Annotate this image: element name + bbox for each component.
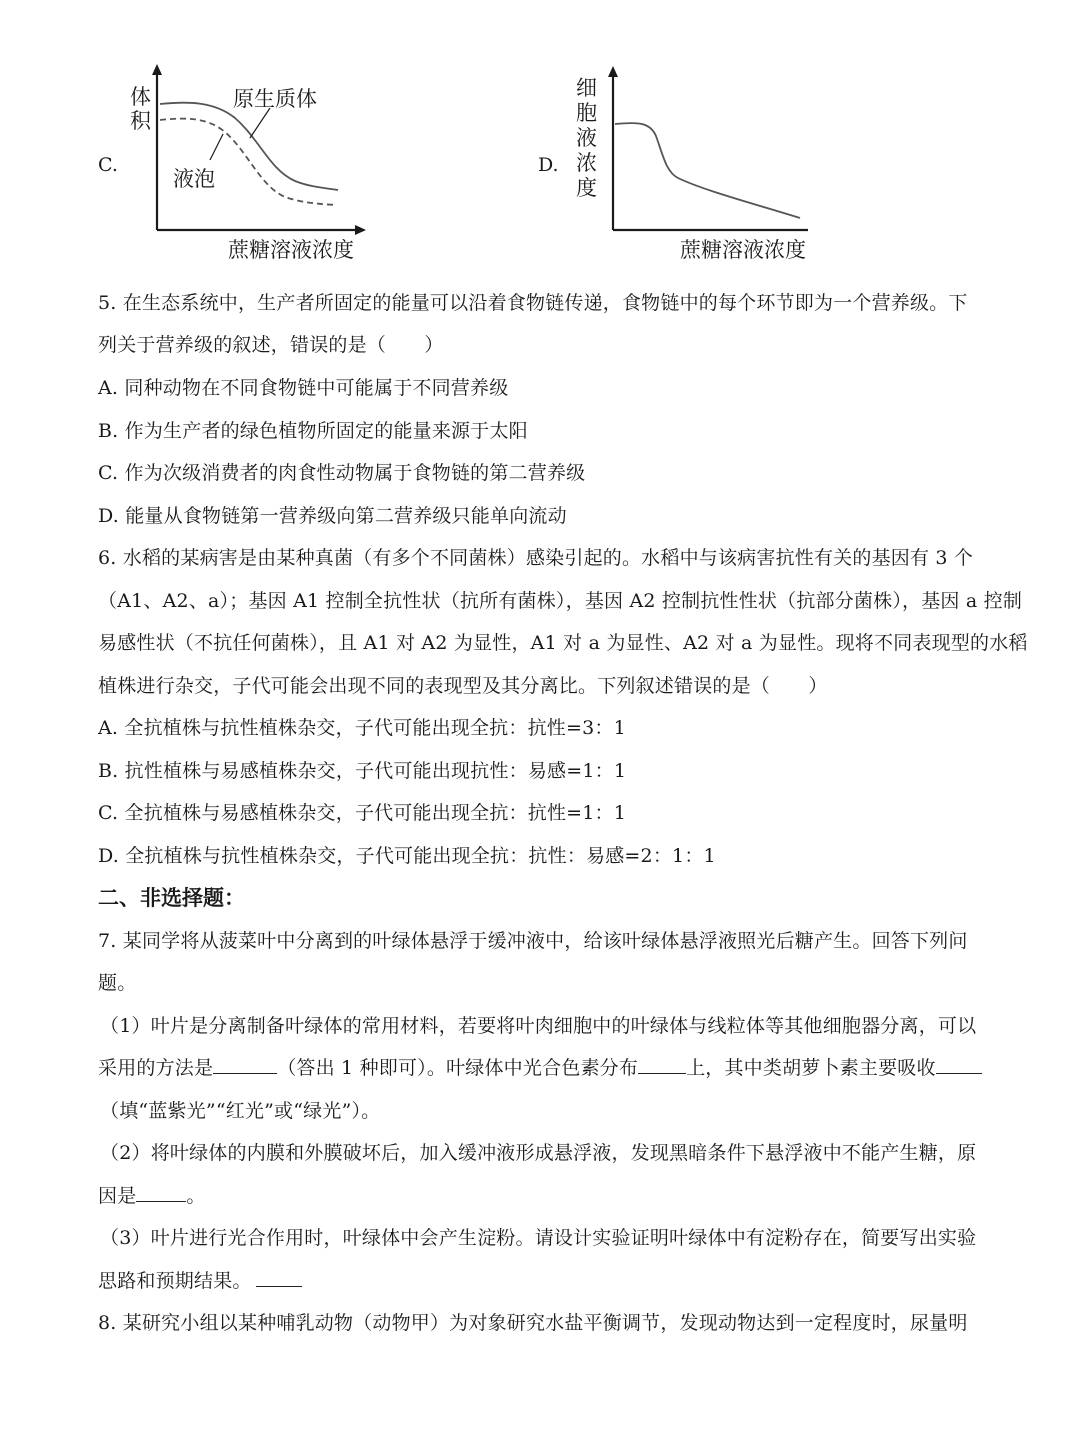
q7-stem-line: 7. 某同学将从菠菜叶中分离到的叶绿体悬浮于缓冲液中，给该叶绿体悬浮液照光后糖产生。回答下列问 [98,930,968,952]
figure-c-y-axis [152,64,162,230]
q7-part2-text: 因是 [98,1185,137,1207]
q7-part3-text: 思路和预期结果。 [98,1270,252,1292]
answer-blank[interactable] [213,1072,277,1074]
q6-stem-line: （A1、A2、a）；基因 A1 控制全抗性状（抗所有菌株），基因 A2 控制抗性性状（抗部分菌株），基因 a 控制 [98,590,1023,612]
figure-d-x-label: 蔗糖溶液浓度 [680,238,806,262]
q7-part1-line [98,1053,982,1080]
figure-c-option-label: C. [98,154,118,176]
vacuole-label: 液泡 [173,167,215,191]
q6-option-c: C. 全抗植株与易感植株杂交，子代可能出现全抗：抗性=1：1 [98,802,627,824]
q6-stem-line: 易感性状（不抗任何菌株），且 A1 对 A2 为显性，A1 对 a 为显性、A2 对 a 为显性。现将不同表现型的水稻 [98,632,1028,654]
answer-blank[interactable] [638,1072,686,1074]
q7-part2-line: （2）将叶绿体的内膜和外膜破坏后，加入缓冲液形成悬浮液，发现黑暗条件下悬浮液中不能产生糖，原 [100,1142,977,1164]
answer-blank[interactable] [936,1072,982,1074]
q7-part1-line: （1）叶片是分离制备叶绿体的常用材料，若要将叶肉细胞中的叶绿体与线粒体等其他细胞器分离，可以 [100,1015,977,1037]
figure-d-y-label-char: 度 [576,176,597,200]
q5-option-b: B. 作为生产者的绿色植物所固定的能量来源于太阳 [98,420,528,442]
q7-stem-line: 题。 [98,972,137,994]
q7-part3-line: （3）叶片进行光合作用时，叶绿体中会产生淀粉。请设计实验证明叶绿体中有淀粉存在，简要写出实验 [100,1227,977,1249]
q6-option-a: A. 全抗植株与抗性植株杂交，子代可能出现全抗：抗性=3：1 [98,717,626,739]
q7-part1-text: 采用的方法是 [98,1057,214,1079]
figure-d-y-label-char: 液 [576,126,597,150]
q6-stem-line: 植株进行杂交，子代可能会出现不同的表现型及其分离比。下列叙述错误的是（ ） [98,675,828,697]
q5-option-c: C. 作为次级消费者的肉食性动物属于食物链的第二营养级 [98,462,586,484]
q8-stem-line: 8. 某研究小组以某种哺乳动物（动物甲）为对象研究水盐平衡调节，发现动物达到一定程度时，尿量明 [98,1312,968,1334]
figure-d-option-label: D. [538,154,559,176]
figure-c-graph [120,60,380,265]
cell-sap-concentration-curve [615,123,800,218]
protoplast-label: 原生质体 [233,87,317,111]
q6-option-b: B. 抗性植株与易感植株杂交，子代可能出现抗性：易感=1：1 [98,760,627,782]
figure-d-graph [568,60,828,265]
q5-stem-line: 5. 在生态系统中，生产者所固定的能量可以沿着食物链传递，食物链中的每个环节即为一个营养级。下 [98,292,968,314]
q7-part1-text: （答出 1 种即可）。叶绿体中光合色素分布 [277,1057,639,1079]
q7-part1-text: 上，其中类胡萝卜素主要吸收 [686,1057,936,1079]
q7-part1-line: （填“蓝紫光”“红光”或“绿光”）。 [100,1100,381,1122]
figure-d-y-label-char: 胞 [576,101,597,125]
vacuole-leader-line [210,134,223,160]
q6-option-d: D. 全抗植株与抗性植株杂交，子代可能出现全抗：抗性：易感=2：1：1 [98,845,716,867]
section-heading: 二、非选择题： [98,886,245,910]
q7-part2-text: 。 [186,1185,206,1207]
q6-stem-line: 6. 水稻的某病害是由某种真菌（有多个不同菌株）感染引起的。水稻中与该病害抗性有关的基因有 3 个 [98,547,974,569]
figure-d-y-label-char: 浓 [576,151,597,175]
figure-c-x-axis [157,225,366,235]
figure-d-y-axis [608,66,618,230]
protoplast-leader-line [250,108,270,138]
figure-c-y-label-char: 体 [130,85,151,109]
figure-d-y-label-char: 细 [576,76,597,100]
answer-blank[interactable] [256,1285,302,1287]
figure-c-x-label: 蔗糖溶液浓度 [228,238,354,262]
q5-option-a: A. 同种动物在不同食物链中可能属于不同营养级 [98,377,509,399]
q7-part3-line [98,1266,302,1293]
answer-blank[interactable] [136,1200,186,1202]
figure-c-y-label-char: 积 [130,109,151,133]
q5-option-d: D. 能量从食物链第一营养级向第二营养级只能单向流动 [98,505,567,527]
q5-stem-line: 列关于营养级的叙述，错误的是（ ） [98,334,444,356]
q7-part2-line [98,1181,206,1208]
